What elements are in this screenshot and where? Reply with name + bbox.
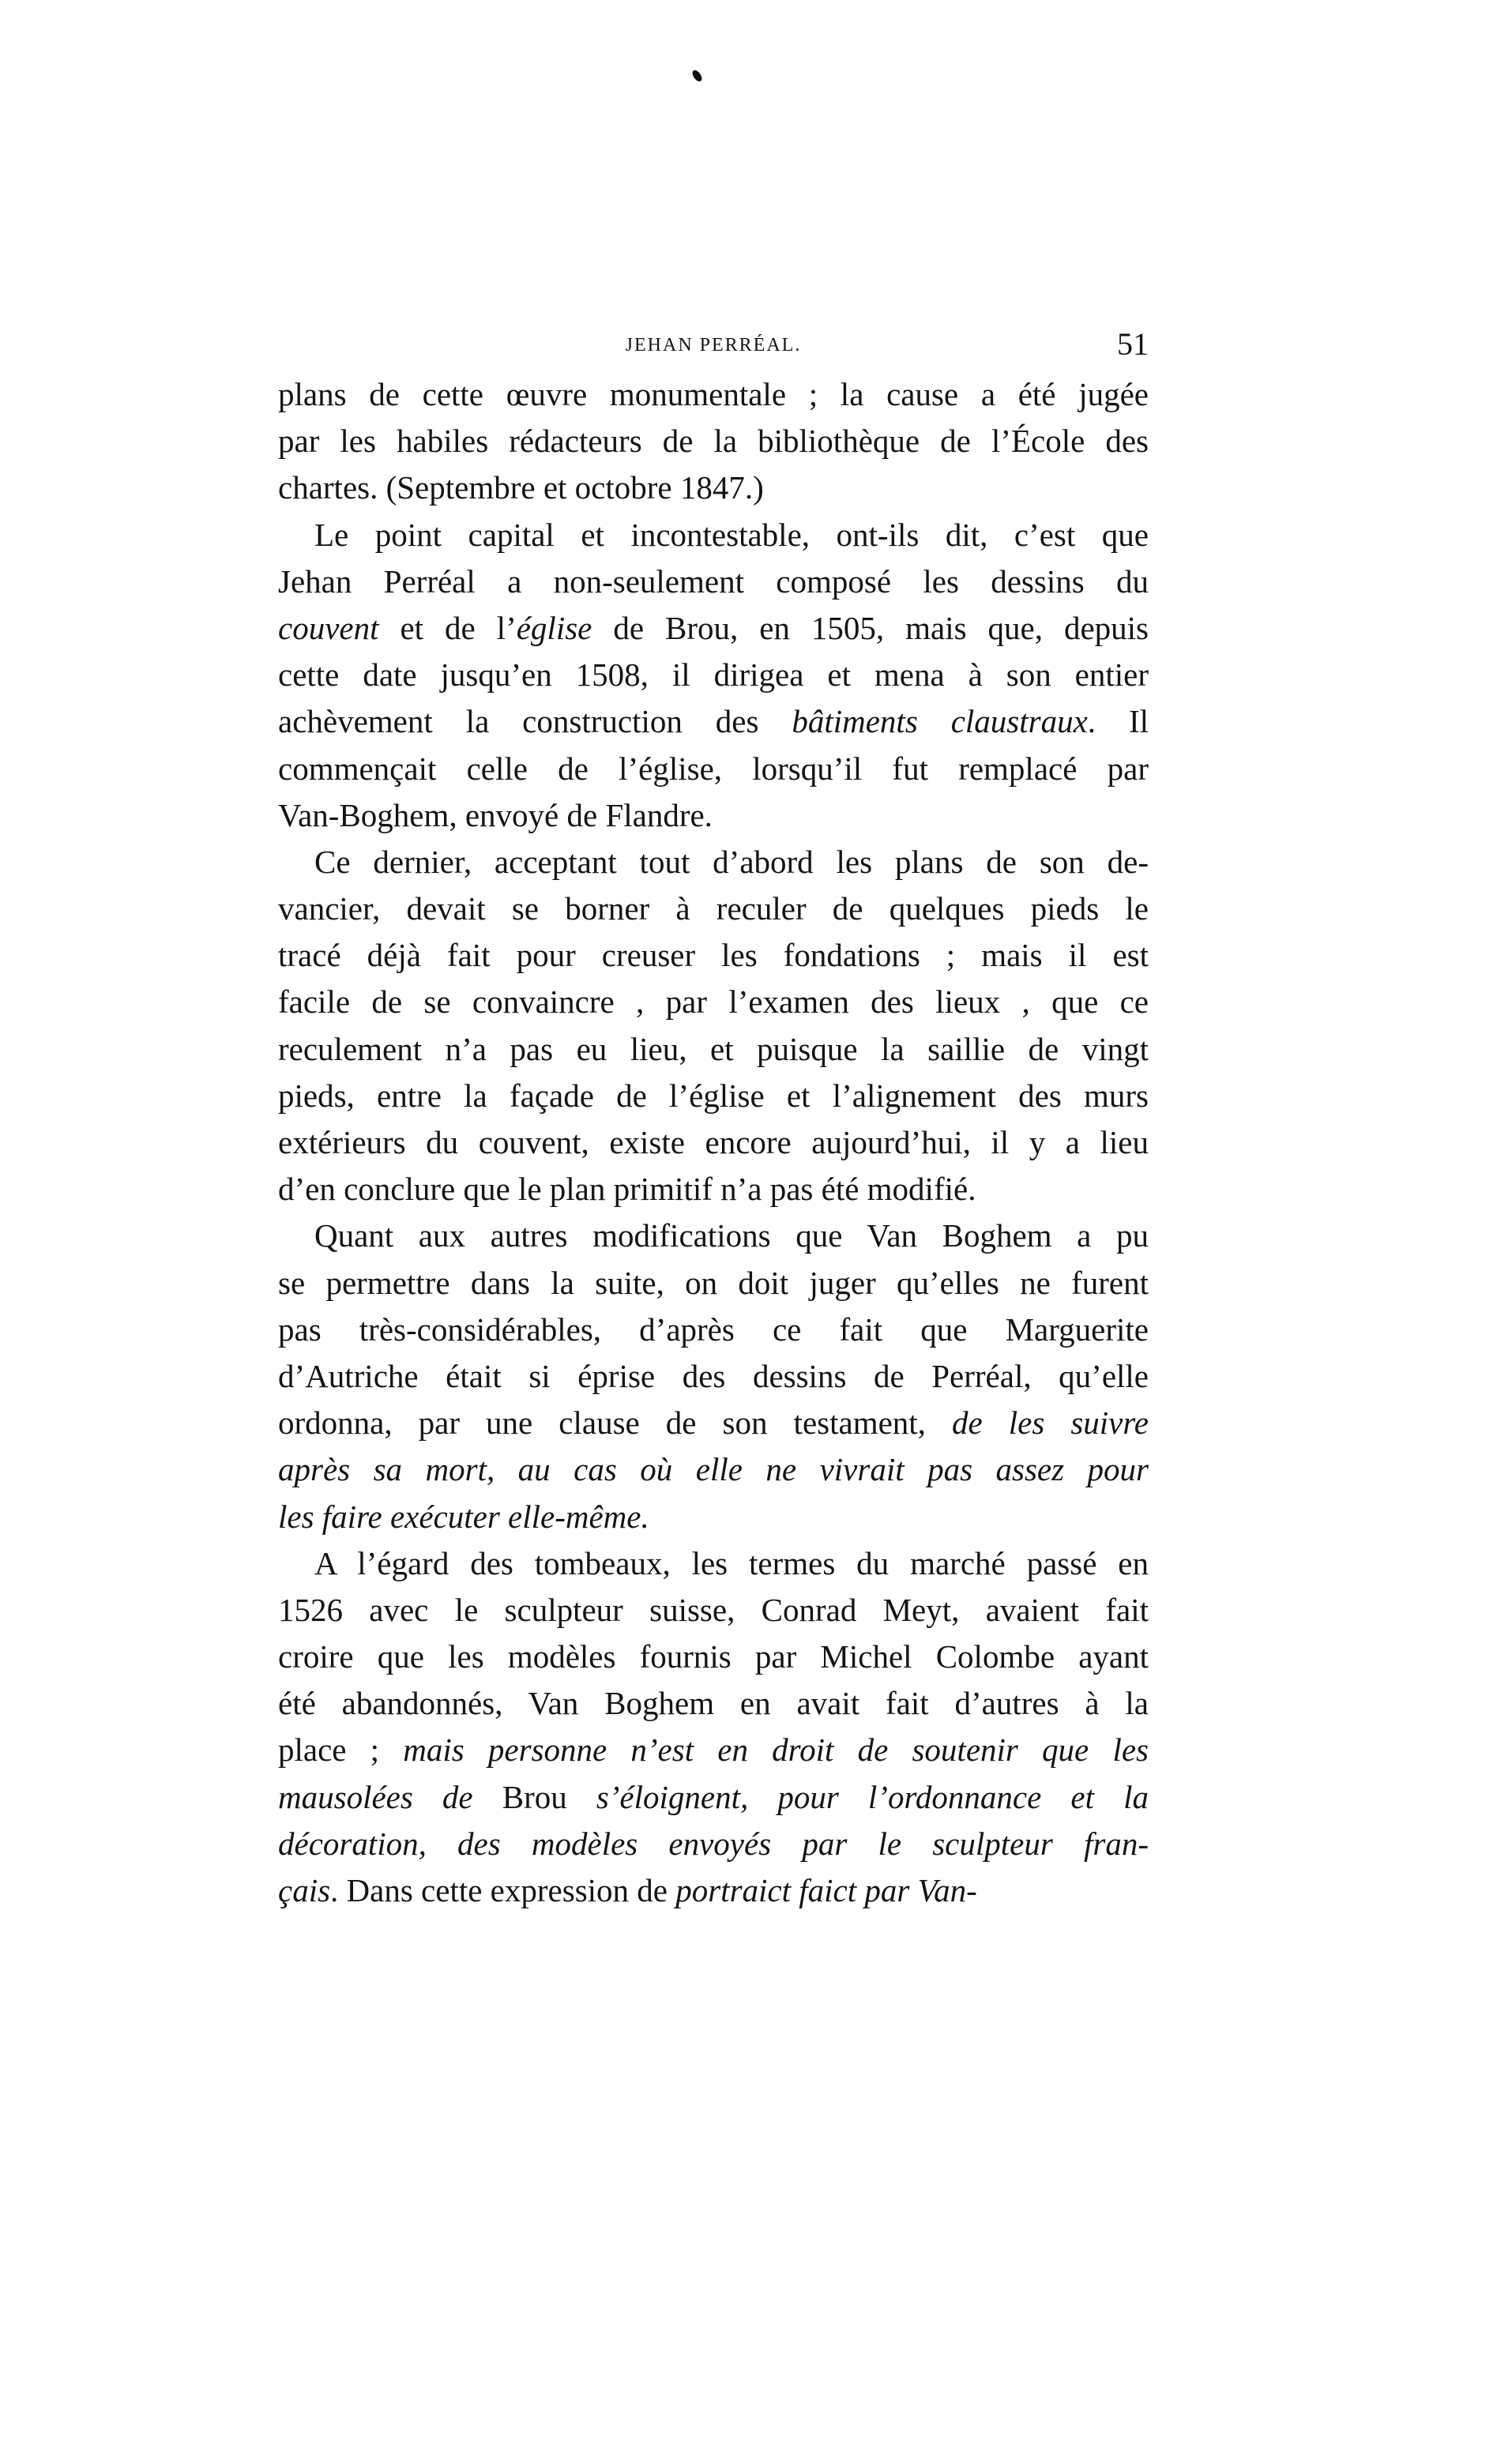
text-line [278, 605, 1149, 652]
text-run: reculement n’a pas eu lieu, et puisque la saillie de vingt [278, 1030, 1149, 1067]
ink-speck [690, 69, 704, 83]
text-line [278, 1307, 1149, 1353]
text-line [278, 652, 1149, 698]
italic-run: mais personne n’est en droit de soutenir que les [403, 1731, 1149, 1769]
paragraph [278, 512, 1149, 839]
text-line [278, 1727, 1149, 1773]
italic-run: les faire exécuter elle-même. [278, 1498, 649, 1535]
text-line [278, 1119, 1149, 1166]
text-run: Quant aux autres modifications que Van Boghem a pu [314, 1217, 1149, 1254]
text-line [278, 1446, 1149, 1493]
text-line [278, 698, 1149, 745]
italic-run: Van- [917, 1872, 977, 1908]
paragraph [278, 371, 1149, 512]
text-run: se permettre dans la suite, on doit juger qu’elles ne furent [278, 1264, 1149, 1301]
italic-run: çais [278, 1872, 331, 1908]
running-title: JEHAN PERRÉAL. [625, 335, 802, 355]
text-run: d’en conclure que le plan primitif n’a pas été modifié. [278, 1171, 976, 1208]
text-run: plans de cette œuvre monumentale ; la cause a été jugée [278, 376, 1149, 412]
text-line [278, 464, 1149, 511]
text-line [278, 839, 1149, 885]
italic-run: couvent [278, 609, 379, 646]
text-run: été abandonnés, Van Boghem en avait fait d’autres à la [278, 1685, 1149, 1722]
text-run: d’Autriche était si éprise des dessins de Perréal, qu’elle [278, 1357, 1149, 1394]
paragraph [278, 1213, 1149, 1540]
body-text [278, 371, 1149, 1914]
text-run: . Dans cette expression de [330, 1872, 676, 1908]
italic-run: décoration, des modèles envoyés par le sculpteur fran- [278, 1825, 1149, 1862]
text-line [278, 1867, 1149, 1914]
text-line [278, 1213, 1149, 1259]
book-page [278, 325, 1149, 1914]
text-line [278, 792, 1149, 839]
text-run: pieds, entre la façade de l’église et l’alignement des murs [278, 1077, 1149, 1114]
italic-run: église [516, 609, 592, 646]
text-run: Ce dernier, acceptant tout d’abord les plans de son de- [314, 843, 1149, 880]
text-line [278, 1821, 1149, 1867]
text-run: croire que les modèles fournis par Michel Colombe ayant [278, 1638, 1149, 1675]
running-head [278, 325, 1149, 367]
text-run: Van-Boghem, envoyé de Flandre. [278, 796, 713, 833]
text-run: 1526 avec le sculpteur suisse, Conrad Meyt, avaient fait [278, 1591, 1149, 1628]
text-line [278, 1026, 1149, 1073]
text-run: ordonna, par une clause de son testament, [278, 1404, 952, 1442]
italic-run: s’éloignent, pour l’ordonnance et la [566, 1778, 1149, 1815]
text-line [278, 932, 1149, 979]
text-line [278, 1680, 1149, 1727]
italic-run: portraict faict par [675, 1872, 910, 1908]
text-line [278, 1260, 1149, 1307]
text-run: et de l’ [378, 609, 517, 646]
italic-run: mausolées de [278, 1778, 502, 1815]
text-run: de Brou, en 1505, mais que, depuis [592, 609, 1149, 646]
text-line [278, 418, 1149, 464]
text-run: . Il [1087, 703, 1149, 740]
text-run: par les habiles rédacteurs de la bibliothèque de l’École des [278, 423, 1149, 460]
text-run: Jehan Perréal a non-seulement composé les dessins du [278, 562, 1149, 600]
text-run: Le point capital et incontestable, ont-ils dit, c’est que [314, 516, 1149, 553]
text-run: tracé déjà fait pour creuser les fondations ; mais il est [278, 937, 1149, 974]
text-line [278, 979, 1149, 1025]
text-run: vancier, devait se borner à reculer de quelques pieds le [278, 890, 1149, 927]
text-line [278, 1774, 1149, 1821]
text-run: chartes. (Septembre et octobre 1847.) [278, 469, 764, 506]
text-line [278, 1353, 1149, 1400]
page-number: 51 [1117, 326, 1149, 362]
text-line [278, 1540, 1149, 1587]
italic-run: après sa mort, au cas où elle ne vivrait pas assez pour [278, 1451, 1149, 1488]
text-line [278, 1073, 1149, 1119]
text-line [278, 371, 1149, 418]
text-line [278, 1166, 1149, 1213]
text-line [278, 746, 1149, 792]
text-line [278, 1634, 1149, 1680]
text-line [278, 1587, 1149, 1634]
text-run: achèvement la construction des [278, 703, 792, 740]
text-run: Brou [502, 1778, 567, 1815]
text-run: commençait celle de l’église, lorsqu’il fut remplacé par [278, 750, 1149, 787]
text-line [278, 1494, 1149, 1540]
text-line [278, 1400, 1149, 1446]
paragraph [278, 1540, 1149, 1915]
text-run: facile de se convaincre , par l’examen des lieux , que ce [278, 983, 1149, 1021]
text-line [278, 512, 1149, 558]
text-line [278, 885, 1149, 932]
text-run [909, 1872, 917, 1908]
text-run: pas très-considérables, d’après ce fait que Marguerite [278, 1310, 1149, 1348]
text-run: extérieurs du couvent, existe encore aujourd’hui, il y a lieu [278, 1124, 1149, 1160]
text-run: cette date jusqu’en 1508, il dirigea et mena à son entier [278, 656, 1149, 694]
text-line [278, 558, 1149, 605]
text-run: place ; [278, 1731, 404, 1769]
italic-run: bâtiments claustraux [792, 703, 1088, 740]
italic-run: de les suivre [951, 1404, 1149, 1442]
paragraph [278, 839, 1149, 1213]
text-run: A l’égard des tombeaux, les termes du marché passé en [314, 1544, 1149, 1581]
